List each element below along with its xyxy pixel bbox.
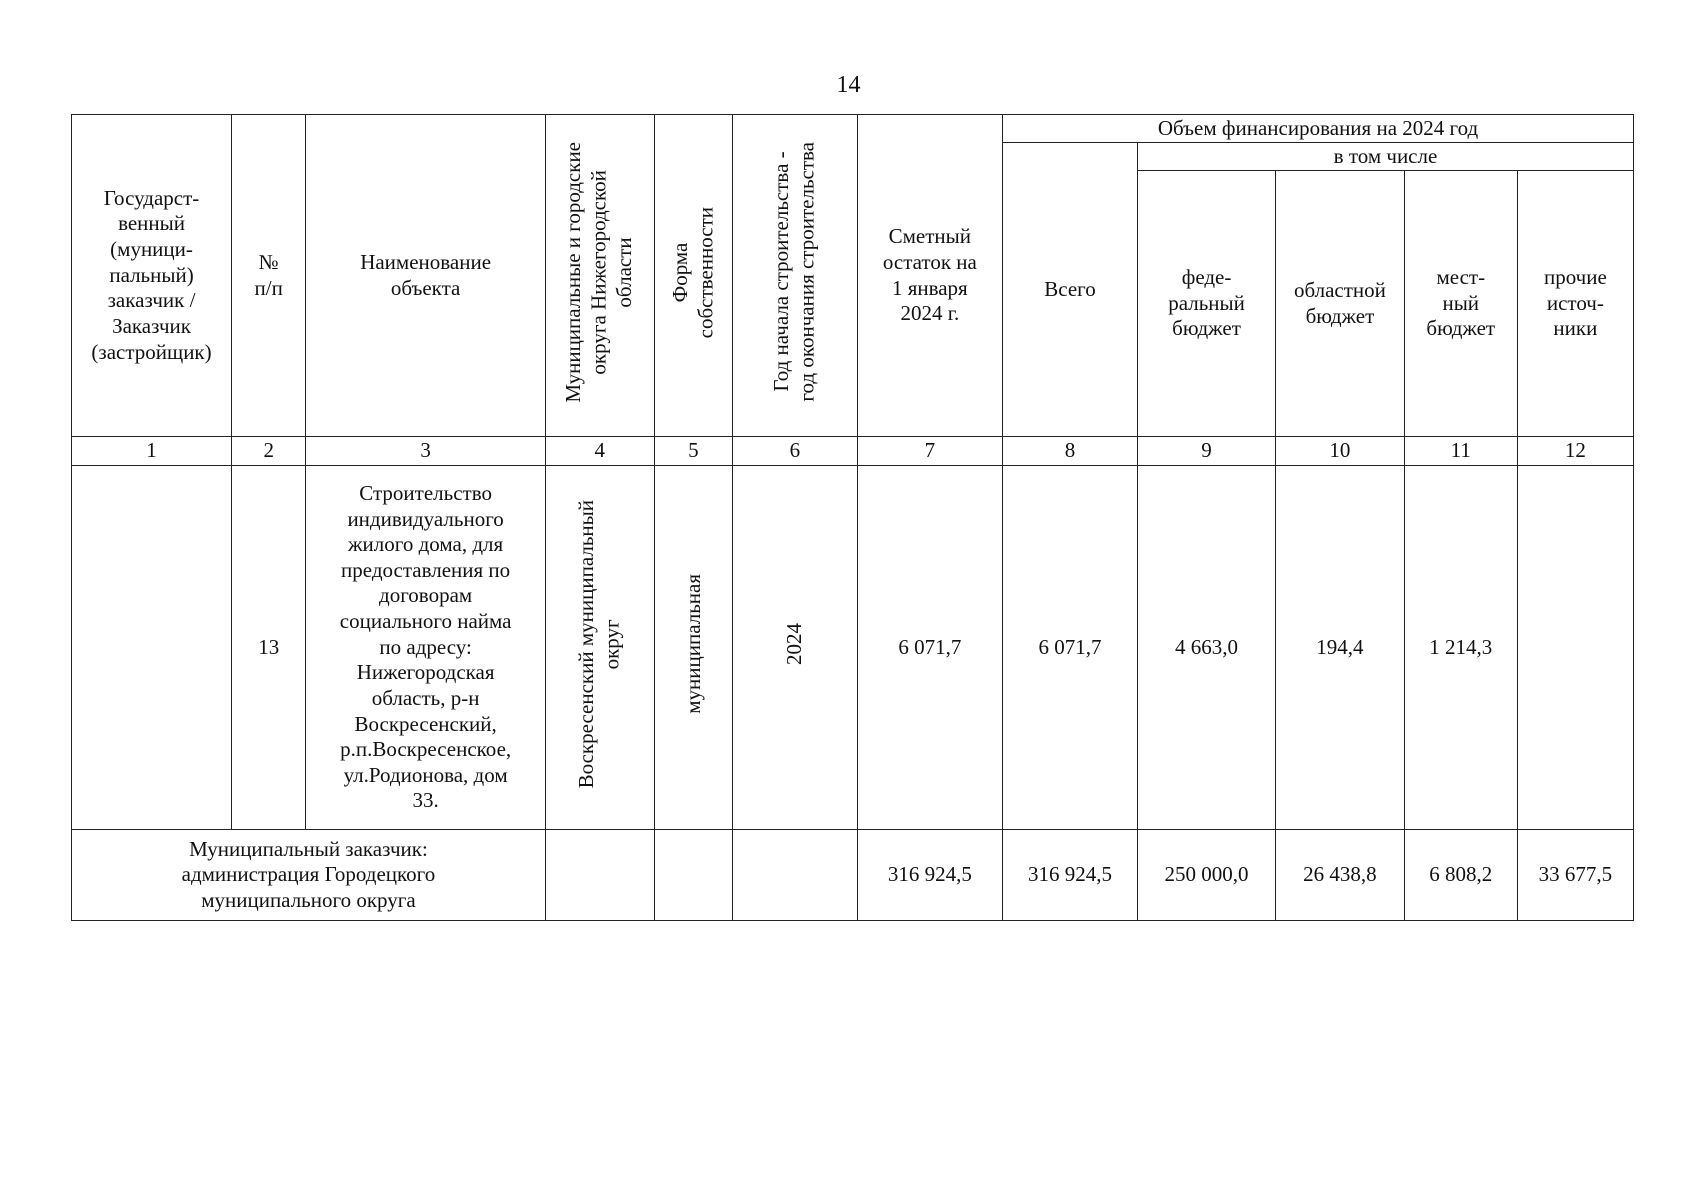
column-number: 4 xyxy=(545,437,654,466)
header-number: № п/п xyxy=(232,115,306,437)
header-other: прочие источ- ники xyxy=(1517,171,1633,437)
header-municipality: Муниципальные и городские округа Нижегородской области xyxy=(545,115,654,437)
cell-municipality: Воскресенский муниципальный округ xyxy=(545,466,654,830)
summary-estimate-balance: 316 924,5 xyxy=(857,830,1002,921)
column-number: 11 xyxy=(1404,437,1517,466)
cell-object-name: Строительство индивидуального жилого дома, для предоставления по договорам социального найма по адресу: Нижегородская область, р-н Воскресенский, р.п.Воскресенское, ул.Родионова, дом 33. xyxy=(306,466,546,830)
column-number: 8 xyxy=(1003,437,1138,466)
summary-regional: 26 438,8 xyxy=(1276,830,1405,921)
column-number: 1 xyxy=(72,437,232,466)
summary-local: 6 808,2 xyxy=(1404,830,1517,921)
cell-other xyxy=(1517,466,1633,830)
header-ownership: Форма собственности xyxy=(654,115,732,437)
page-number: 14 xyxy=(836,72,861,98)
summary-empty-cell xyxy=(545,830,654,921)
summary-empty-cell xyxy=(733,830,857,921)
header-estimate-balance: Сметный остаток на 1 января 2024 г. xyxy=(857,115,1002,437)
header-years: Год начала строительства - год окончания строительства xyxy=(733,115,857,437)
summary-label: Муниципальный заказчик: администрация Городецкого муниципального округа xyxy=(72,830,546,921)
header-total: Всего xyxy=(1003,143,1138,437)
column-number-row xyxy=(72,437,1634,466)
header-funding-group: Объем финансирования на 2024 год xyxy=(1003,115,1634,143)
column-number: 10 xyxy=(1276,437,1405,466)
header-customer: Государст- венный (муници- пальный) заказчик / Заказчик (застройщик) xyxy=(72,115,232,437)
cell-estimate-balance: 6 071,7 xyxy=(857,466,1002,830)
header-row-1 xyxy=(72,115,1634,143)
column-number: 2 xyxy=(232,437,306,466)
cell-regional: 194,4 xyxy=(1276,466,1405,830)
cell-number: 13 xyxy=(232,466,306,830)
table-row xyxy=(72,466,1634,830)
header-federal: феде- ральный бюджет xyxy=(1138,171,1276,437)
cell-federal: 4 663,0 xyxy=(1138,466,1276,830)
summary-total: 316 924,5 xyxy=(1003,830,1138,921)
header-local: мест- ный бюджет xyxy=(1404,171,1517,437)
summary-row xyxy=(72,830,1634,921)
summary-federal: 250 000,0 xyxy=(1138,830,1276,921)
summary-other: 33 677,5 xyxy=(1517,830,1633,921)
cell-customer xyxy=(72,466,232,830)
column-number: 5 xyxy=(654,437,732,466)
header-including: в том числе xyxy=(1138,143,1634,171)
column-number: 7 xyxy=(857,437,1002,466)
header-object-name: Наименование объекта xyxy=(306,115,546,437)
summary-empty-cell xyxy=(654,830,732,921)
column-number: 3 xyxy=(306,437,546,466)
cell-local: 1 214,3 xyxy=(1404,466,1517,830)
cell-total: 6 071,7 xyxy=(1003,466,1138,830)
column-number: 12 xyxy=(1517,437,1633,466)
column-number: 6 xyxy=(733,437,857,466)
header-regional: областной бюджет xyxy=(1276,171,1405,437)
financing-table xyxy=(71,114,1634,921)
column-number: 9 xyxy=(1138,437,1276,466)
cell-years: 2024 xyxy=(733,466,857,830)
cell-ownership: муниципальная xyxy=(654,466,732,830)
